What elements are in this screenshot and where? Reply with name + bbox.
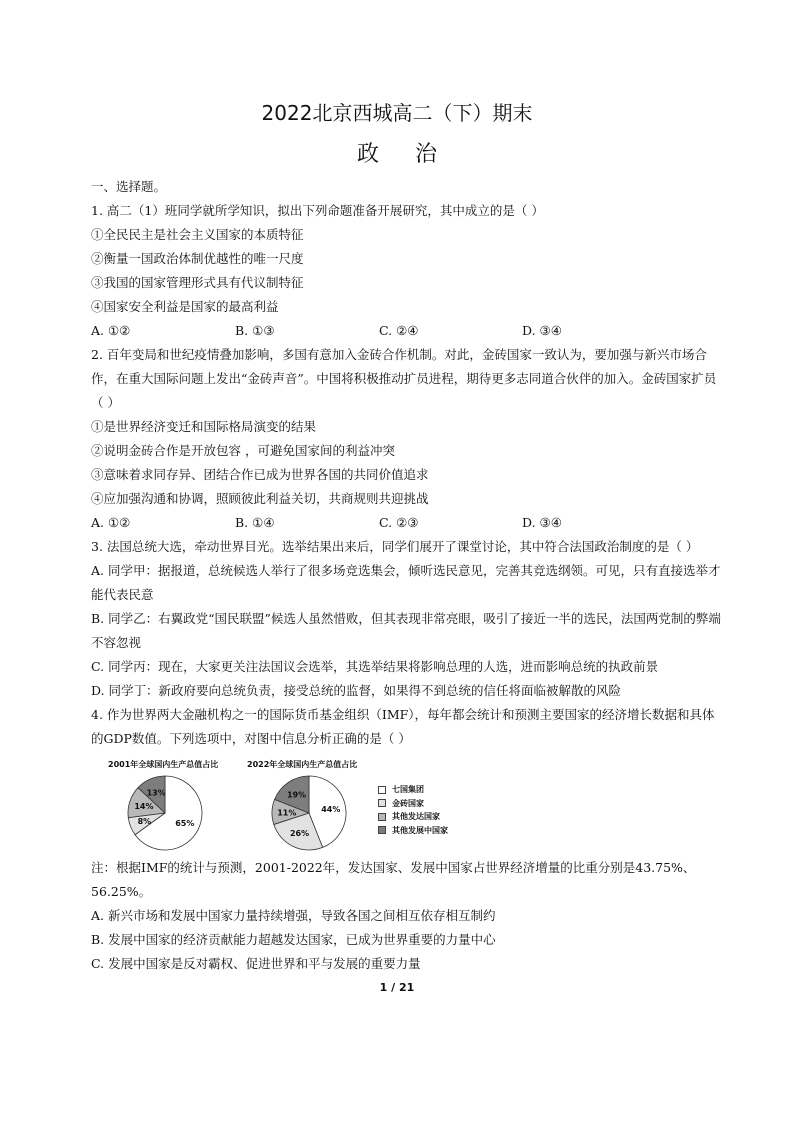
q2-option-a[interactable]: A. ①② [91,515,131,530]
q1-item: ①全民民主是社会主义国家的本质特征 [91,227,304,242]
q3-option-b-cont[interactable]: 不容忽视 [91,635,142,650]
q4-stem: 4. 作为世界两大金融机构之一的国际货币基金组织（IMF），每年都会统计和预测主要国家的经济增长数据和具体 [91,707,715,722]
q3-option-b[interactable]: B. 同学乙：右翼政党“国民联盟”候选人虽然惜败，但其表现非常亮眼，吸引了接近一半的选民，法国两党制的弊端 [91,611,721,626]
q3-option-a[interactable]: A. 同学甲：据报道，总统候选人举行了很多场竞选集会，倾听选民意见，完善其竞选纲领。可见，只有直接选举才 [91,563,721,578]
q4-note: 56.25%。 [91,884,152,899]
pie-slice-label: 44% [321,804,341,814]
q1-item: ②衡量一国政治体制优越性的唯一尺度 [91,251,304,266]
document-title: 2022北京西城高二（下）期末 [261,101,533,125]
q1-stem: 1. 高二（1）班同学就所学知识，拟出下列命题准备开展研究，其中成立的是（ ） [91,203,544,218]
q3-option-d[interactable]: D. 同学丁：新政府要向总统负责，接受总统的监督，如果得不到总统的信任将面临被解散的风险 [91,683,622,698]
q2-option-c[interactable]: C. ②③ [379,515,419,530]
q3-option-c[interactable]: C. 同学丙：现在，大家更关注法国议会选举，其选举结果将影响总理的人选，进而影响总统的执政前景 [91,659,659,674]
pie-slice-label: 26% [289,829,310,839]
pie-2022-title: 2022年全球国内生产总值占比 [247,760,358,769]
q1-option-d[interactable]: D. ③④ [522,323,562,338]
pie-slice-label: 65% [175,819,195,829]
pie-slice-label: 19% [286,790,307,800]
pie-2001-title: 2001年全球国内生产总值占比 [108,760,219,769]
section-heading: 一、选择题。 [91,179,167,194]
q1-option-c[interactable]: C. ②④ [379,323,419,338]
pie-2022 [272,776,346,850]
q4-option-a[interactable]: A. 新兴市场和发展中国家力量持续增强，导致各国之间相互依存相互制约 [91,908,496,923]
q4-stem: 的GDP数值。下列选项中，对图中信息分析正确的是（ ） [91,731,411,746]
subject-title: 政治 [356,142,473,167]
pie-slice-label: 11% [277,808,297,818]
q2-stem: 2. 百年变局和世纪疫情叠加影响，多国有意加入金砖合作机制。对此，金砖国家一致认为，要加强与新兴市场合 [91,347,707,362]
q1-item: ④国家安全利益是国家的最高利益 [91,299,279,314]
q3-stem: 3. 法国总统大选，牵动世界目光。选举结果出来后，同学们展开了课堂讨论，其中符合法国政治制度的是（ ） [91,539,699,554]
q1-item: ③我国的国家管理形式具有代议制特征 [91,275,304,290]
q4-note: 注：根据IMF的统计与预测，2001-2022年，发达国家、发展中国家占世界经济增量的比重分别是43.75%、 [91,860,696,875]
q2-item: ①是世界经济变迁和国际格局演变的结果 [91,419,317,434]
legend-swatch [378,826,386,834]
pie-slice-label: 14% [134,802,154,812]
q2-option-b[interactable]: B. ①④ [235,515,275,530]
q2-stem: 作，在重大国际问题上发出“金砖声音”。中国将积极推动扩员进程，期待更多志同道合伙伴的加入。金砖国家扩员 [91,371,717,386]
q2-item: ②说明金砖合作是开放包容 ，可避免国家间的利益冲突 [91,443,395,458]
q4-option-c[interactable]: C. 发展中国家是反对霸权、促进世界和平与发展的重要力量 [91,956,421,971]
q1-option-b[interactable]: B. ①③ [235,323,275,338]
legend-item: 七国集团 [378,783,448,797]
page-number: 1 / 21 [379,981,415,994]
legend-item: 其他发达国家 [378,810,448,824]
q4-option-b[interactable]: B. 发展中国家的经济贡献能力超越发达国家，已成为世界重要的力量中心 [91,932,496,947]
q1-option-a[interactable]: A. ①② [91,323,131,338]
legend-swatch [378,799,386,807]
legend-item: 其他发展中国家 [378,824,448,838]
pie-slice-label: 13% [146,788,166,798]
pie-slice-label: 8% [137,817,152,827]
q3-option-a-cont[interactable]: 能代表民意 [91,587,154,602]
q2-item: ④应加强沟通和协调，照顾彼此利益关切，共商规则共迎挑战 [91,491,429,506]
q2-item: ③意味着求同存异、团结合作已成为世界各国的共同价值追求 [91,467,429,482]
chart-legend [378,783,448,837]
pie-2001 [128,776,202,850]
legend-swatch [378,813,386,821]
legend-item: 金砖国家 [378,797,448,811]
legend-swatch [378,786,386,794]
q2-stem: （ ） [91,395,120,410]
q2-option-d[interactable]: D. ③④ [522,515,562,530]
